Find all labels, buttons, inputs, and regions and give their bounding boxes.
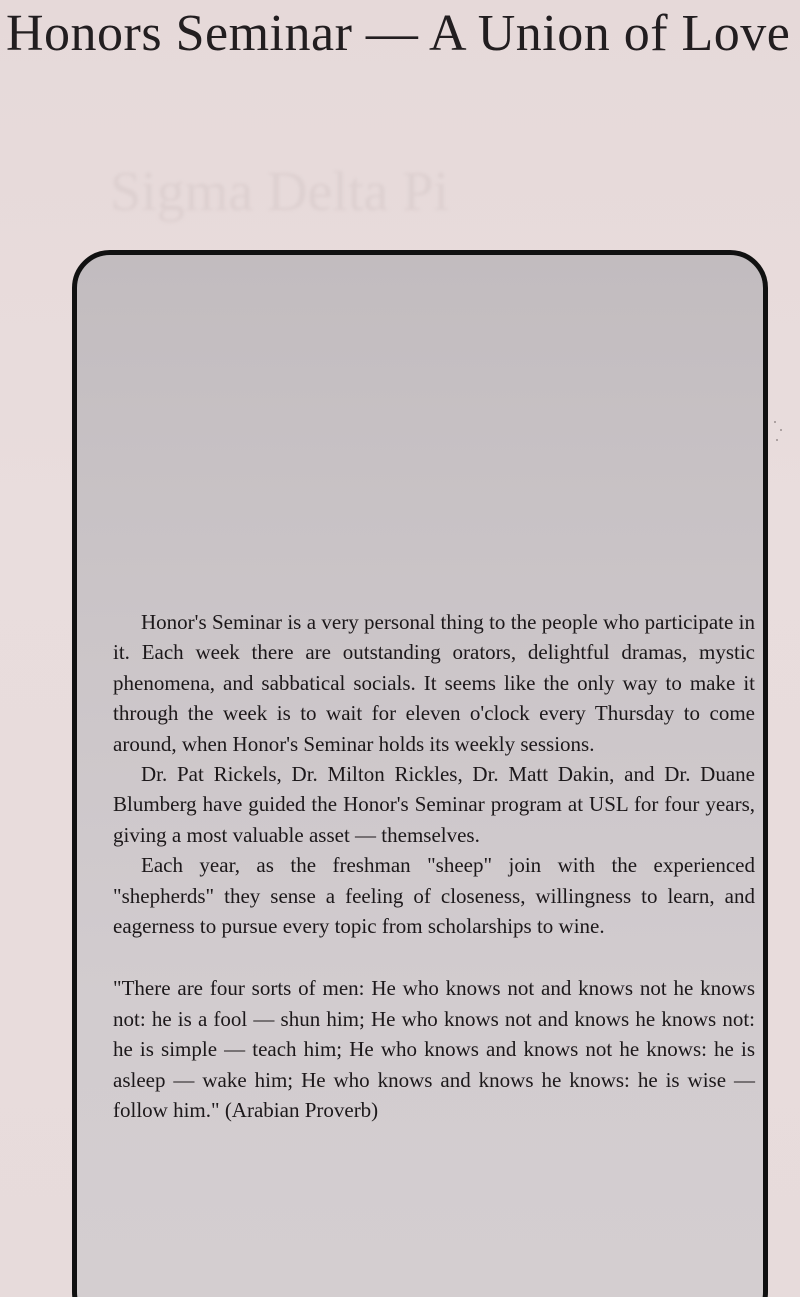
- photo-panel: [72, 250, 768, 1297]
- proverb-quote: "There are four sorts of men: He who knows not and knows not he knows not: he is a fool — shun him; He who knows not and knows he knows not: he is simple — teach him; He who knows and knows not he knows: he is asleep — wake him; He who knows and knows he knows: he is wise — follow him." (Arabian Proverb): [113, 976, 755, 1123]
- article-paragraph: Honor's Seminar is a very personal thing to the people who participate in it. Each week there are outstanding orators, delightful dramas, mystic phenomena, and sabbatical socials. It seems like the only way to make it through the week is to wait for eleven o'clock every Thursday to come around, when Honor's Seminar holds its weekly sessions.: [113, 610, 755, 756]
- bleed-through-text: Sigma Delta Pi: [110, 161, 450, 223]
- article-paragraph: Dr. Pat Rickels, Dr. Milton Rickles, Dr. Matt Dakin, and Dr. Duane Blumberg have guided the Honor's Seminar program at USL for four years, giving a most valuable asset — themselves.: [113, 762, 755, 847]
- article-paragraph: Each year, as the freshman "sheep" join with the experienced "shepherds" they sense a feeling of closeness, willingness to learn, and eagerness to pursue every topic from scholarships to wine.: [113, 853, 755, 939]
- print-specks: [770, 415, 790, 455]
- article-body: [113, 607, 755, 1126]
- page-title: Honors Seminar — A Union of Love: [6, 5, 791, 62]
